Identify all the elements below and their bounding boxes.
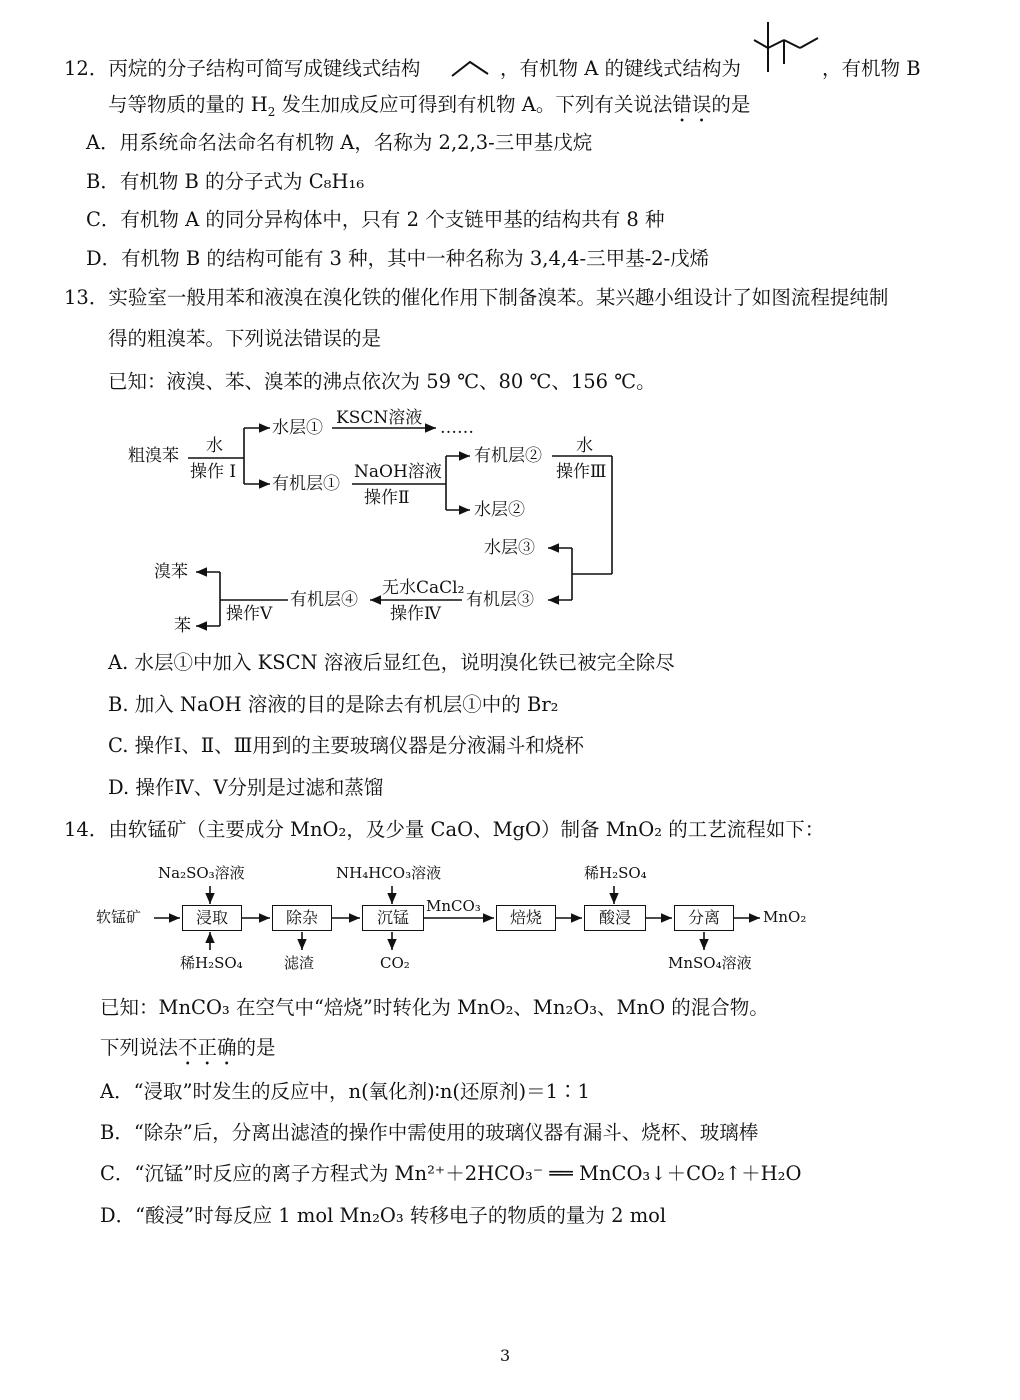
flow2-step-remove-impurities: 除杂 (272, 905, 332, 931)
flow2-reagent-h2so4-acid: 稀H₂SO₄ (584, 864, 647, 882)
q14-ask (100, 1035, 276, 1070)
q12-stem-part1: 12．丙烷的分子结构可简写成键线式结构 (64, 57, 421, 80)
flow-aqueous-layer-3: 水层③ (484, 538, 535, 558)
flow-organic-layer-1: 有机层① (272, 474, 340, 494)
q13-option-b: B. 加入 NaOH 溶液的目的是除去有机层①中的 Br₂ (108, 693, 559, 716)
q14-option-c: C．“沉锰”时反应的离子方程式为 Mn²⁺＋2HCO₃⁻ ══ MnCO₃↓＋CO₂↑＋H₂O (100, 1162, 802, 1185)
q14-ask-a: 下列说法 (100, 1036, 179, 1059)
flow-label-op3: 操作Ⅲ (556, 462, 607, 482)
q14-option-a: A．“浸取”时发生的反应中，n(氧化剂)∶n(还原剂)＝1∶1 (100, 1080, 590, 1103)
flow2-step-precipitate-mn: 沉锰 (362, 905, 424, 931)
flow-product-bromobenzene: 溴苯 (154, 562, 188, 582)
q12-line2-emphasis: 错误 (672, 93, 712, 116)
flow2-byproduct-mnso4: MnSO₄溶液 (668, 954, 752, 972)
flow-aqueous-layer-1: 水层① (272, 418, 323, 438)
flow-label-cacl2: 无水CaCl₂ (382, 578, 465, 598)
q13-option-c: C. 操作I、Ⅱ、Ⅲ用到的主要玻璃仪器是分液漏斗和烧杯 (108, 734, 584, 757)
flow-label-op1: 操作 I (190, 462, 237, 482)
q14-ask-emphasis: 不正确 (178, 1036, 237, 1059)
flow-label-water-1: 水 (206, 436, 223, 456)
q12-line2-sub: 2 (267, 104, 276, 119)
flow-organic-layer-3: 有机层③ (466, 590, 534, 610)
flow-crude-bromobenzene: 粗溴苯 (128, 446, 179, 466)
q14-ask-b: 的是 (236, 1036, 276, 1059)
flow-label-naoh: NaOH溶液 (354, 462, 442, 482)
q14-option-d: D．“酸浸”时每反应 1 mol Mn₂O₃ 转移电子的物质的量为 2 mol (100, 1204, 667, 1227)
flow-label-water-3: 水 (576, 436, 593, 456)
flow2-step-roast: 焙烧 (496, 905, 556, 931)
flow2-reagent-h2so4-leach: 稀H₂SO₄ (180, 954, 243, 972)
q12-option-a: A．用系统命名法命名有机物 A，名称为 2,2,3-三甲基戊烷 (86, 131, 593, 154)
flow-product-benzene: 苯 (174, 616, 191, 636)
q14-option-b: B．“除杂”后，分离出滤渣的操作中需使用的玻璃仪器有漏斗、烧杯、玻璃棒 (100, 1121, 759, 1144)
flow2-end-product: MnO₂ (763, 908, 807, 926)
q13-stem-line1: 13．实验室一般用苯和液溴在溴化铁的催化作用下制备溴苯。某兴趣小组设计了如图流程提纯制 (64, 286, 889, 309)
flow-organic-layer-2: 有机层② (474, 446, 542, 466)
flow-label-op2: 操作Ⅱ (364, 488, 410, 508)
q12-stem-part2: ，有机物 A 的键线式结构为 (500, 57, 741, 80)
q12-line2-c: 的是 (711, 93, 751, 116)
flow2-reagent-na2so3: Na₂SO₃溶液 (158, 864, 245, 882)
q12-line2-b: 发生加成反应可得到有机物 A。下列有关说法 (275, 93, 673, 116)
flow-label-kscn: KSCN溶液 (336, 408, 423, 428)
q13-option-d: D. 操作Ⅳ、Ⅴ分别是过滤和蒸馏 (108, 776, 384, 799)
flow2-start-ore: 软锰矿 (96, 908, 142, 926)
flow2-step-acid-leach: 酸浸 (584, 905, 646, 931)
q13-option-a: A. 水层①中加入 KSCN 溶液后显红色，说明溴化铁已被完全除尽 (108, 651, 675, 674)
flow2-byproduct-co2: CO₂ (380, 954, 410, 972)
flow-organic-layer-4: 有机层④ (290, 590, 358, 610)
page-number: 3 (500, 1346, 511, 1365)
q14-stem-line1: 14．由软锰矿（主要成分 MnO₂，及少量 CaO、MgO）制备 MnO₂ 的工艺流程如下： (64, 818, 825, 841)
flow2-step-leach: 浸取 (182, 905, 242, 931)
flow-aqueous-layer-2: 水层② (474, 500, 525, 520)
flow2-reagent-nh4hco3: NH₄HCO₃溶液 (336, 864, 442, 882)
q14-known: 已知：MnCO₃ 在空气中“焙烧”时转化为 MnO₂、Mn₂O₃、MnO 的混合物。 (100, 996, 769, 1019)
q12-stem-part3: ，有机物 B (822, 57, 921, 80)
flow-label-op4: 操作Ⅳ (390, 604, 441, 624)
q12-option-c: C．有机物 A 的同分异构体中，只有 2 个支链甲基的结构共有 8 种 (86, 208, 665, 231)
flow2-step-separate: 分离 (674, 905, 734, 931)
flow2-byproduct-residue: 滤渣 (284, 954, 315, 972)
q13-stem-line2: 得的粗溴苯。下列说法错误的是 (108, 327, 382, 350)
q13-known: 已知：液溴、苯、溴苯的沸点依次为 59 ℃、80 ℃、156 ℃。 (108, 370, 656, 393)
flow-label-op5: 操作Ⅴ (226, 604, 273, 624)
q12-line2-a: 与等物质的量的 H (108, 93, 268, 116)
q12-option-d: D．有机物 B 的结构可能有 3 种，其中一种名称为 3,4,4-三甲基-2-戊烯 (86, 247, 710, 270)
flow2-intermediate-mnco3: MnCO₃ (426, 897, 481, 915)
q12-option-b: B．有机物 B 的分子式为 C₈H₁₆ (86, 170, 365, 193)
flow-ellipsis: …… (440, 418, 474, 438)
